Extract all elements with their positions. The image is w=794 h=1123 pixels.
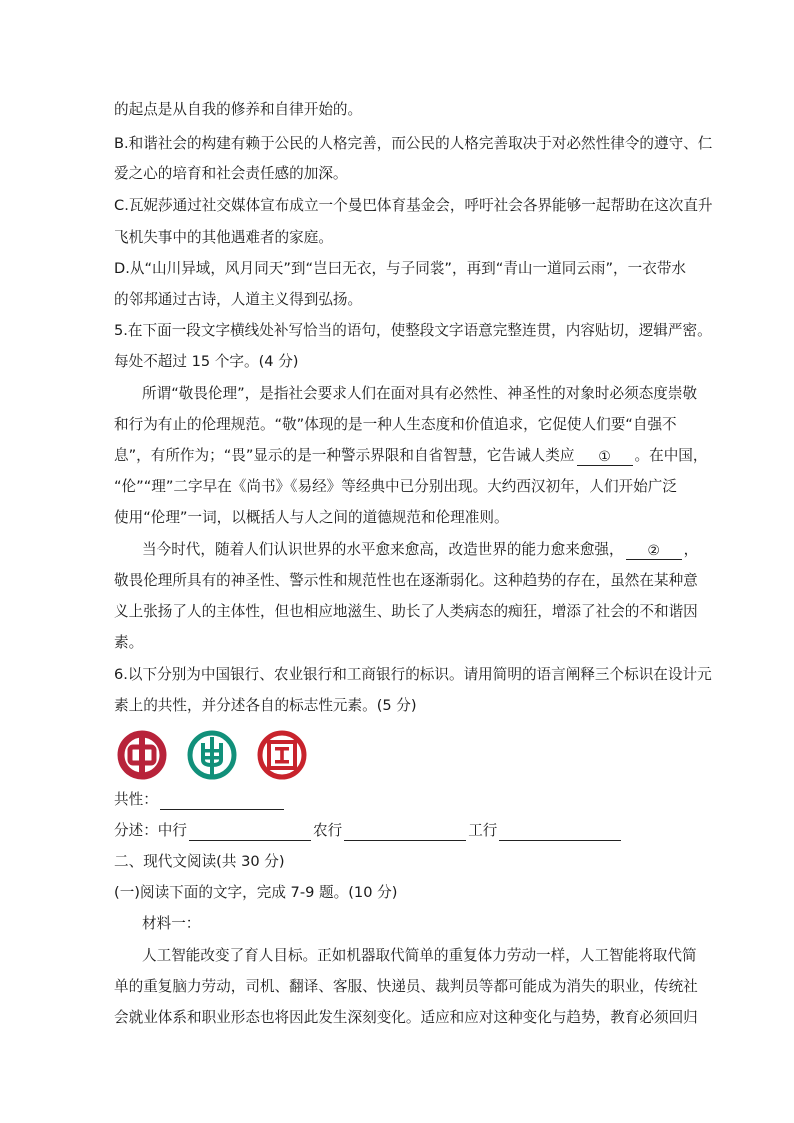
icbc-icon [256, 729, 308, 781]
text-line: 的起点是从自我的修养和自律开始的。 [114, 101, 363, 118]
text-line: “伦”“理”二字早在《尚书》《易经》等经典中已分别出现。大约西汉初年，人们开始广泛 [114, 478, 677, 495]
text-segment: 。在中国， [634, 447, 708, 464]
answer-blank-1[interactable] [577, 449, 633, 466]
text-segment: 息”，有所作为；“畏”显示的是一种警示界限和自省智慧，它告诫人类应 [114, 447, 575, 464]
text-segment: ， [683, 541, 699, 558]
answer-blank-2[interactable] [626, 543, 682, 560]
option-b: B.和谐社会的构建有赖于公民的人格完善，而公民的人格完善取决于对必然性律令的遵守、仁 [114, 135, 713, 152]
text-line: 单的重复脑力劳动，司机、翻译、客服、快递员、裁判员等都可能成为消失的职业，传统社 [114, 978, 698, 995]
text-line: 会就业体系和职业形态也将因此发生深刻变化。适应和应对这种变化与趋势，教育必须回归 [114, 1009, 698, 1026]
boc-answer-blank[interactable] [189, 824, 311, 841]
separate-answer-row [114, 821, 686, 841]
text-line: 和行为有止的伦理规范。“敬”体现的是一种人生态度和价值追求，它促使人们要“自强不 [114, 416, 677, 433]
boc-label: 分述：中行 [114, 822, 187, 839]
agricultural-bank-icon [186, 729, 238, 781]
common-label: 共性： [114, 791, 158, 808]
text-segment: 当今时代，随着人们认识世界的水平愈来愈高，改造世界的能力愈来愈强， [142, 541, 624, 558]
text-line: 的邻邦通过古诗，人道主义得到弘扬。 [114, 291, 363, 308]
option-d: D.从“山川异域，风月同天”到“岂曰无衣，与子同裳”，再到“青山一道同云雨”，一衣带水 [114, 260, 687, 277]
text-line: 义上张扬了人的主体性，但也相应地滋生、助长了人类病态的痴狂，增添了社会的不和谐因 [114, 603, 698, 620]
paragraph-start: 人工智能改变了育人目标。正如机器取代简单的重复体力劳动一样，人工智能将取代简 [142, 947, 697, 964]
icbc-label: 工行 [468, 822, 498, 839]
blank-marker: ② [647, 543, 660, 559]
text-line: 敬畏伦理所具有的神圣性、警示性和规范性也在逐渐弱化。这种趋势的存在，虽然在某种意 [114, 572, 698, 589]
paragraph-start: 所谓“敬畏伦理”，是指社会要求人们在面对具有必然性、神圣性的对象时必须态度崇敬 [142, 385, 698, 402]
material-label: 材料一： [142, 915, 201, 932]
text-line: 使用“伦理”一词，以概括人与人之间的道德规范和伦理准则。 [114, 509, 509, 526]
option-c: C.瓦妮莎通过社交媒体宣布成立一个曼巴体育基金会，呼吁社会各界能够一起帮助在这次直升 [114, 197, 713, 214]
blank-marker: ① [598, 449, 611, 465]
question-5: 5.在下面一段文字横线处补写恰当的语句，使整段文字语意完整连贯，内容贴切，逻辑严密。 [114, 322, 712, 339]
text-line: 素。 [114, 634, 144, 651]
text-line: 每处不超过 15 个字。(4 分) [114, 353, 299, 370]
abc-answer-blank[interactable] [344, 824, 466, 841]
common-answer-blank[interactable] [160, 793, 284, 810]
question-6: 6.以下分别为中国银行、农业银行和工商银行的标识。请用简明的语言阐释三个标识在设计元 [114, 666, 712, 683]
abc-label: 农行 [312, 822, 343, 839]
text-line-with-blank-2 [142, 540, 699, 560]
icbc-answer-blank[interactable] [499, 824, 621, 841]
text-line: 飞机失事中的其他遇难者的家庭。 [114, 229, 333, 246]
bank-of-china-icon [116, 729, 168, 781]
text-line-with-blank-1 [114, 446, 708, 466]
section-heading: 二、现代文阅读(共 30 分) [114, 853, 285, 870]
subsection-heading: (一)阅读下面的文字，完成 7-9 题。(10 分) [114, 884, 398, 901]
text-line: 素上的共性，并分述各自的标志性元素。(5 分) [114, 697, 417, 714]
common-answer-row [114, 790, 686, 810]
text-line: 爱之心的培育和社会责任感的加深。 [114, 165, 348, 182]
